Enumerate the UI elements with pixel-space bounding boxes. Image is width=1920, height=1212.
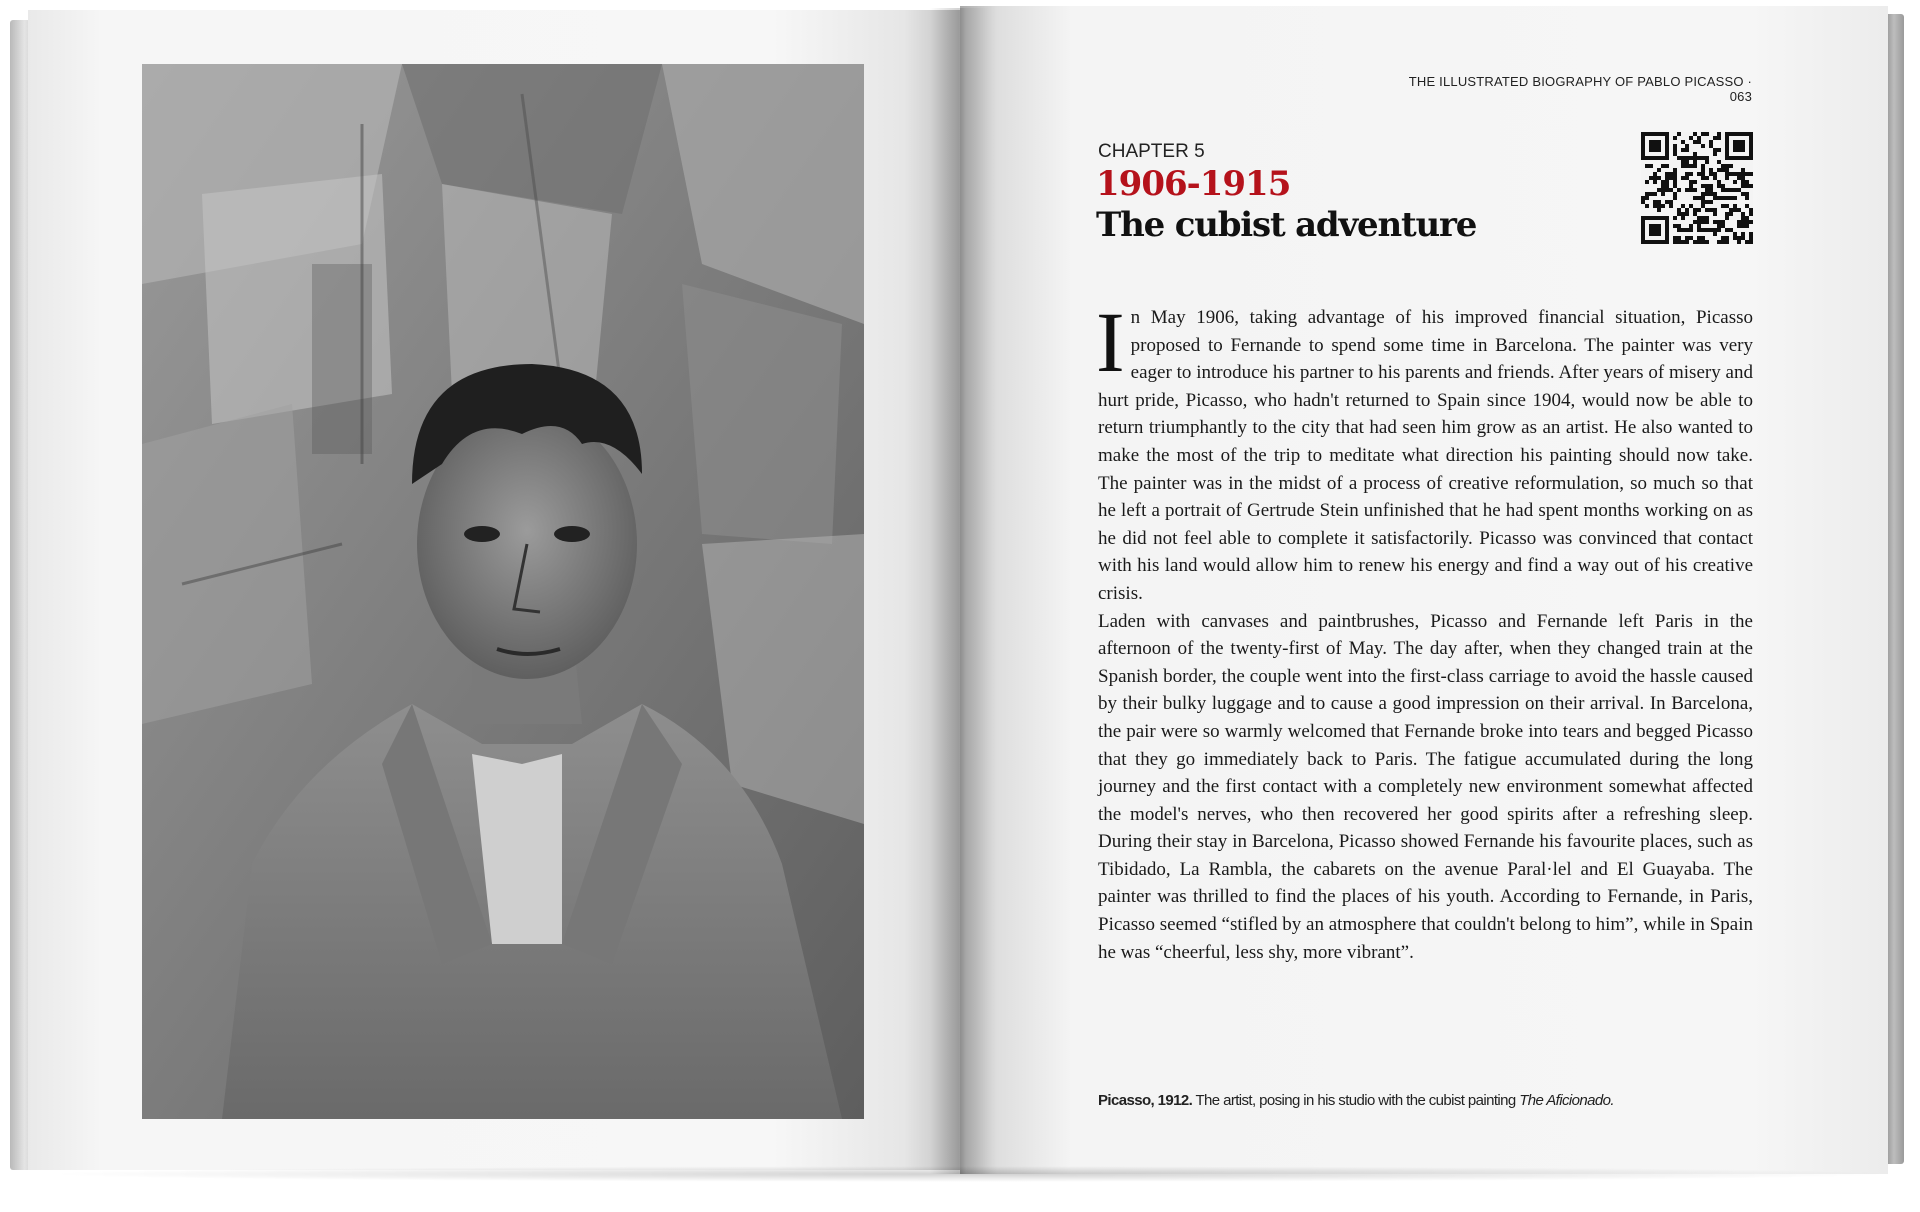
portrait-photo bbox=[142, 64, 864, 1119]
book-bottom-shadow bbox=[40, 1166, 1900, 1182]
chapter-label: CHAPTER 5 bbox=[1098, 141, 1205, 162]
caption-lead: Picasso, 1912. bbox=[1098, 1092, 1193, 1109]
running-head: THE ILLUSTRATED BIOGRAPHY OF PABLO PICASSO · 063 bbox=[1408, 74, 1752, 104]
qr-code-graphic bbox=[1641, 132, 1753, 244]
drop-cap: I bbox=[1096, 294, 1125, 390]
book-spine-shadow bbox=[930, 8, 990, 1174]
photo-caption bbox=[1098, 1092, 1758, 1109]
caption-artwork-title: The Aficionado. bbox=[1519, 1092, 1614, 1109]
paragraph-1-text: n May 1906, taking advantage of his improved financial situation, Picasso proposed to Fernande to spend some time in Barcelona. The painter was very eager to introduce his partner to his parents and friends. After years of misery and hurt pride, Picasso, who hadn't returned to Spain since 1904, would now be able to return triumphantly to the city that had seen him grow as an artist. He also wanted to make the most of the trip to meditate what direction his painting should now take. The painter was in the midst of a process of creative reformulation, so much so that he left a portrait of Gertrude Stein unfinished that he had spent months working on as he did not feel able to complete it satisfactorily. Picasso was convinced that contact with his land would allow him to renew his energy and find a way out of his creative crisis. bbox=[1098, 307, 1753, 604]
paragraph-1 bbox=[1096, 294, 1753, 608]
chapter-body-text bbox=[1096, 294, 1753, 966]
caption-text: The artist, posing in his studio with the cubist painting bbox=[1192, 1092, 1520, 1109]
chapter-years: 1906-1915 bbox=[1096, 164, 1291, 204]
portrait-photo-icon bbox=[142, 64, 864, 1119]
paragraph-2: Laden with canvases and paintbrushes, Picasso and Fernande left Paris in the afternoon of the twenty-first of May. The day after, when they changed train at the Spanish border, the couple went into the first-class carriage to avoid the hassle caused by their bulky luggage and to cause a good impression on their arrival. In Barcelona, the pair were so warmly welcomed that Fernande broke into tears and begged Picasso that they go immediately back to Paris. The fatigue accumulated during the long journey and the first contact with a completely new environment somewhat affected the model's nerves, who then recovered her good spirits after a refreshing sleep. During their stay in Barcelona, Picasso showed Fernande his favourite places, such as Tibidado, La Rambla, the cabarets on the avenue Paral·lel and El Guayaba. The painter was thrilled to find the places of his youth. According to Fernande, in Paris, Picasso seemed “stifled by an atmosphere that couldn't belong to him”, while in Spain he was “cheerful, less shy, more vibrant”. bbox=[1098, 610, 1753, 963]
qr-code-icon[interactable] bbox=[1641, 132, 1753, 244]
chapter-title: The cubist adventure bbox=[1096, 205, 1477, 245]
